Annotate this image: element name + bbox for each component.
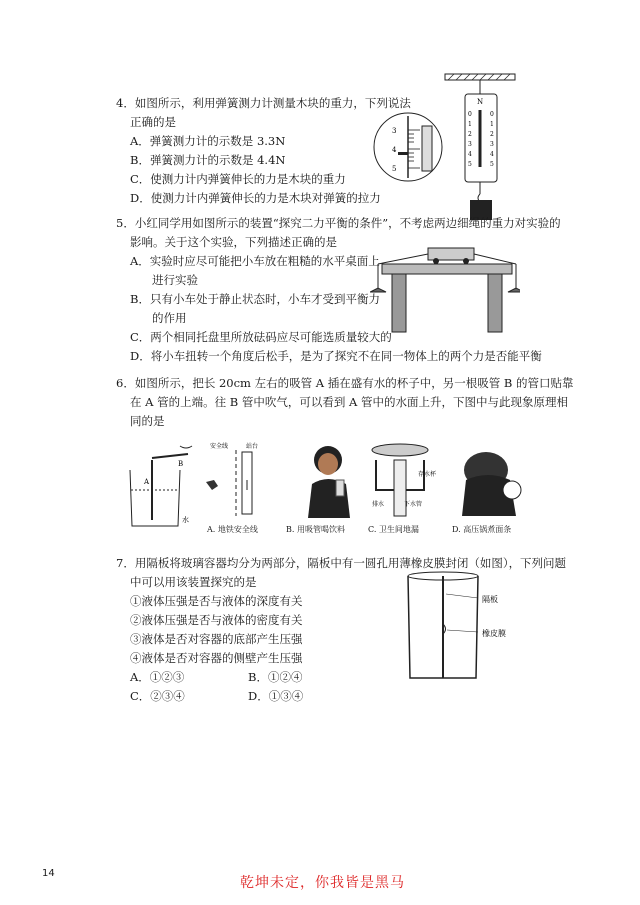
q7-stem-line-2: 中可以用该装置探究的是	[130, 575, 257, 589]
q5-option-a: A．实验时应尽可能把小车放在粗糙的水平桌面上	[130, 254, 380, 268]
zoom-tick-5: 5	[392, 165, 397, 173]
pressure-cooker-figure	[456, 440, 526, 520]
footer-slogan: 乾坤未定，你我皆是黑马	[240, 875, 405, 891]
cup-label: 存水杯	[418, 471, 437, 478]
scale-unit-label: N	[477, 98, 484, 106]
membrane-label: 橡皮膜	[482, 629, 506, 638]
caption-d: D. 高压锅煮面条	[452, 525, 512, 534]
q4-option-d: D．使测力计内弹簧伸长的力是木块对弹簧的拉力	[130, 191, 381, 205]
q7-choice-a: A．①②③	[130, 670, 185, 684]
q6-stem-line-2: 在 A 管的上端。往 B 管中吹气，可以看到 A 管中的水面上升，下图中与此现象原理相	[130, 395, 568, 409]
page-number: 14	[42, 868, 55, 879]
scale-tick-4: 4	[468, 151, 472, 158]
q7-choice-b: B．①②④	[248, 670, 303, 684]
q5-option-d: D．将小车扭转一个角度后松手，是为了探究不在同一物体上的两个力是否能平衡	[130, 349, 542, 363]
question-6	[116, 374, 574, 431]
scale-tick-1: 1	[468, 121, 472, 128]
zoom-tick-4: 4	[392, 146, 397, 154]
drain-pipe-label: 下水管	[404, 501, 423, 508]
q7-item-3: ③液体是否对容器的底部产生压强	[130, 632, 303, 646]
q7-stem-line-1: 7．用隔板将玻璃容器均分为两部分，隔板中有一圆孔用薄橡皮膜封闭（如图），下列问题	[116, 556, 567, 570]
scale-tick-r0: 0	[490, 111, 494, 118]
straw-beaker-figure	[118, 440, 198, 530]
scale-tick-r3: 3	[490, 141, 494, 148]
q5-option-b: B．只有小车处于静止状态时，小车才受到平衡力	[130, 292, 380, 306]
partition-label: 隔板	[482, 595, 498, 604]
scale-tick-r4: 4	[490, 151, 494, 158]
q7-choice-c: C．②③④	[130, 689, 185, 703]
q5-option-a-cont: 进行实验	[152, 273, 198, 287]
subway-safety-line-figure	[198, 440, 268, 520]
scale-tick-r1: 1	[490, 121, 494, 128]
safety-line-label: 安全线	[210, 443, 229, 450]
drain-water-label: 排水	[372, 501, 385, 508]
floor-drain-figure	[368, 440, 438, 522]
water-label: 水	[182, 516, 189, 524]
question-4	[116, 94, 411, 208]
partitioned-container-figure	[404, 566, 524, 684]
q6-stem-line-3: 同的是	[130, 414, 165, 428]
q4-option-c: C．使测力计内弹簧伸长的力是木块的重力	[130, 172, 346, 186]
boy-drinking-figure	[300, 440, 360, 520]
q7-item-4: ④液体是否对容器的侧壁产生压强	[130, 651, 303, 665]
scale-tick-5: 5	[468, 161, 472, 168]
straw-b-label: B	[178, 460, 184, 468]
scale-tick-0: 0	[468, 111, 472, 118]
zoom-tick-3: 3	[392, 127, 397, 135]
caption-b: B. 用吸管喝饮料	[286, 525, 345, 534]
scale-tick-2: 2	[468, 131, 472, 138]
q7-choices-row-2	[116, 687, 526, 706]
q5-stem-line-1: 5．小红同学用如图所示的装置“探究二力平衡的条件”，不考虑两边细绳的重力对实验的	[116, 216, 561, 230]
q4-stem-line-2: 正确的是	[130, 115, 176, 129]
q4-stem-line-1: 4．如图所示，利用弹簧测力计测量木块的重力，下列说法	[116, 96, 411, 110]
q5-option-c: C．两个相同托盘里所放砝码应尽可能选质量较大的	[130, 330, 392, 344]
q5-option-b-cont: 的作用	[152, 311, 187, 325]
q7-item-2: ②液体压强是否与液体的密度有关	[130, 613, 303, 627]
caption-a: A. 地铁安全线	[207, 525, 258, 534]
q6-stem-line-1: 6．如图所示，把长 20cm 左右的吸管 A 插在盛有水的杯子中，另一根吸管 B 的管口贴靠	[116, 376, 574, 390]
scale-tick-3: 3	[468, 141, 472, 148]
q7-item-1: ①液体压强是否与液体的深度有关	[130, 594, 303, 608]
spring-scale-figure	[370, 72, 520, 222]
straw-a-label: A	[144, 478, 150, 486]
scale-tick-r5: 5	[490, 161, 494, 168]
caption-c: C. 卫生间地漏	[368, 525, 419, 534]
q4-option-a: A．弹簧测力计的示数是 3.3N	[130, 134, 286, 148]
q4-option-b: B．弹簧测力计的示数是 4.4N	[130, 153, 286, 167]
q5-stem-line-2: 影响。关于这个实验，下列描述正确的是	[130, 235, 337, 249]
scale-tick-r2: 2	[490, 131, 494, 138]
platform-label: 站台	[246, 443, 259, 450]
two-force-balance-figure	[370, 244, 520, 336]
q7-choice-d: D．①③④	[248, 689, 304, 703]
